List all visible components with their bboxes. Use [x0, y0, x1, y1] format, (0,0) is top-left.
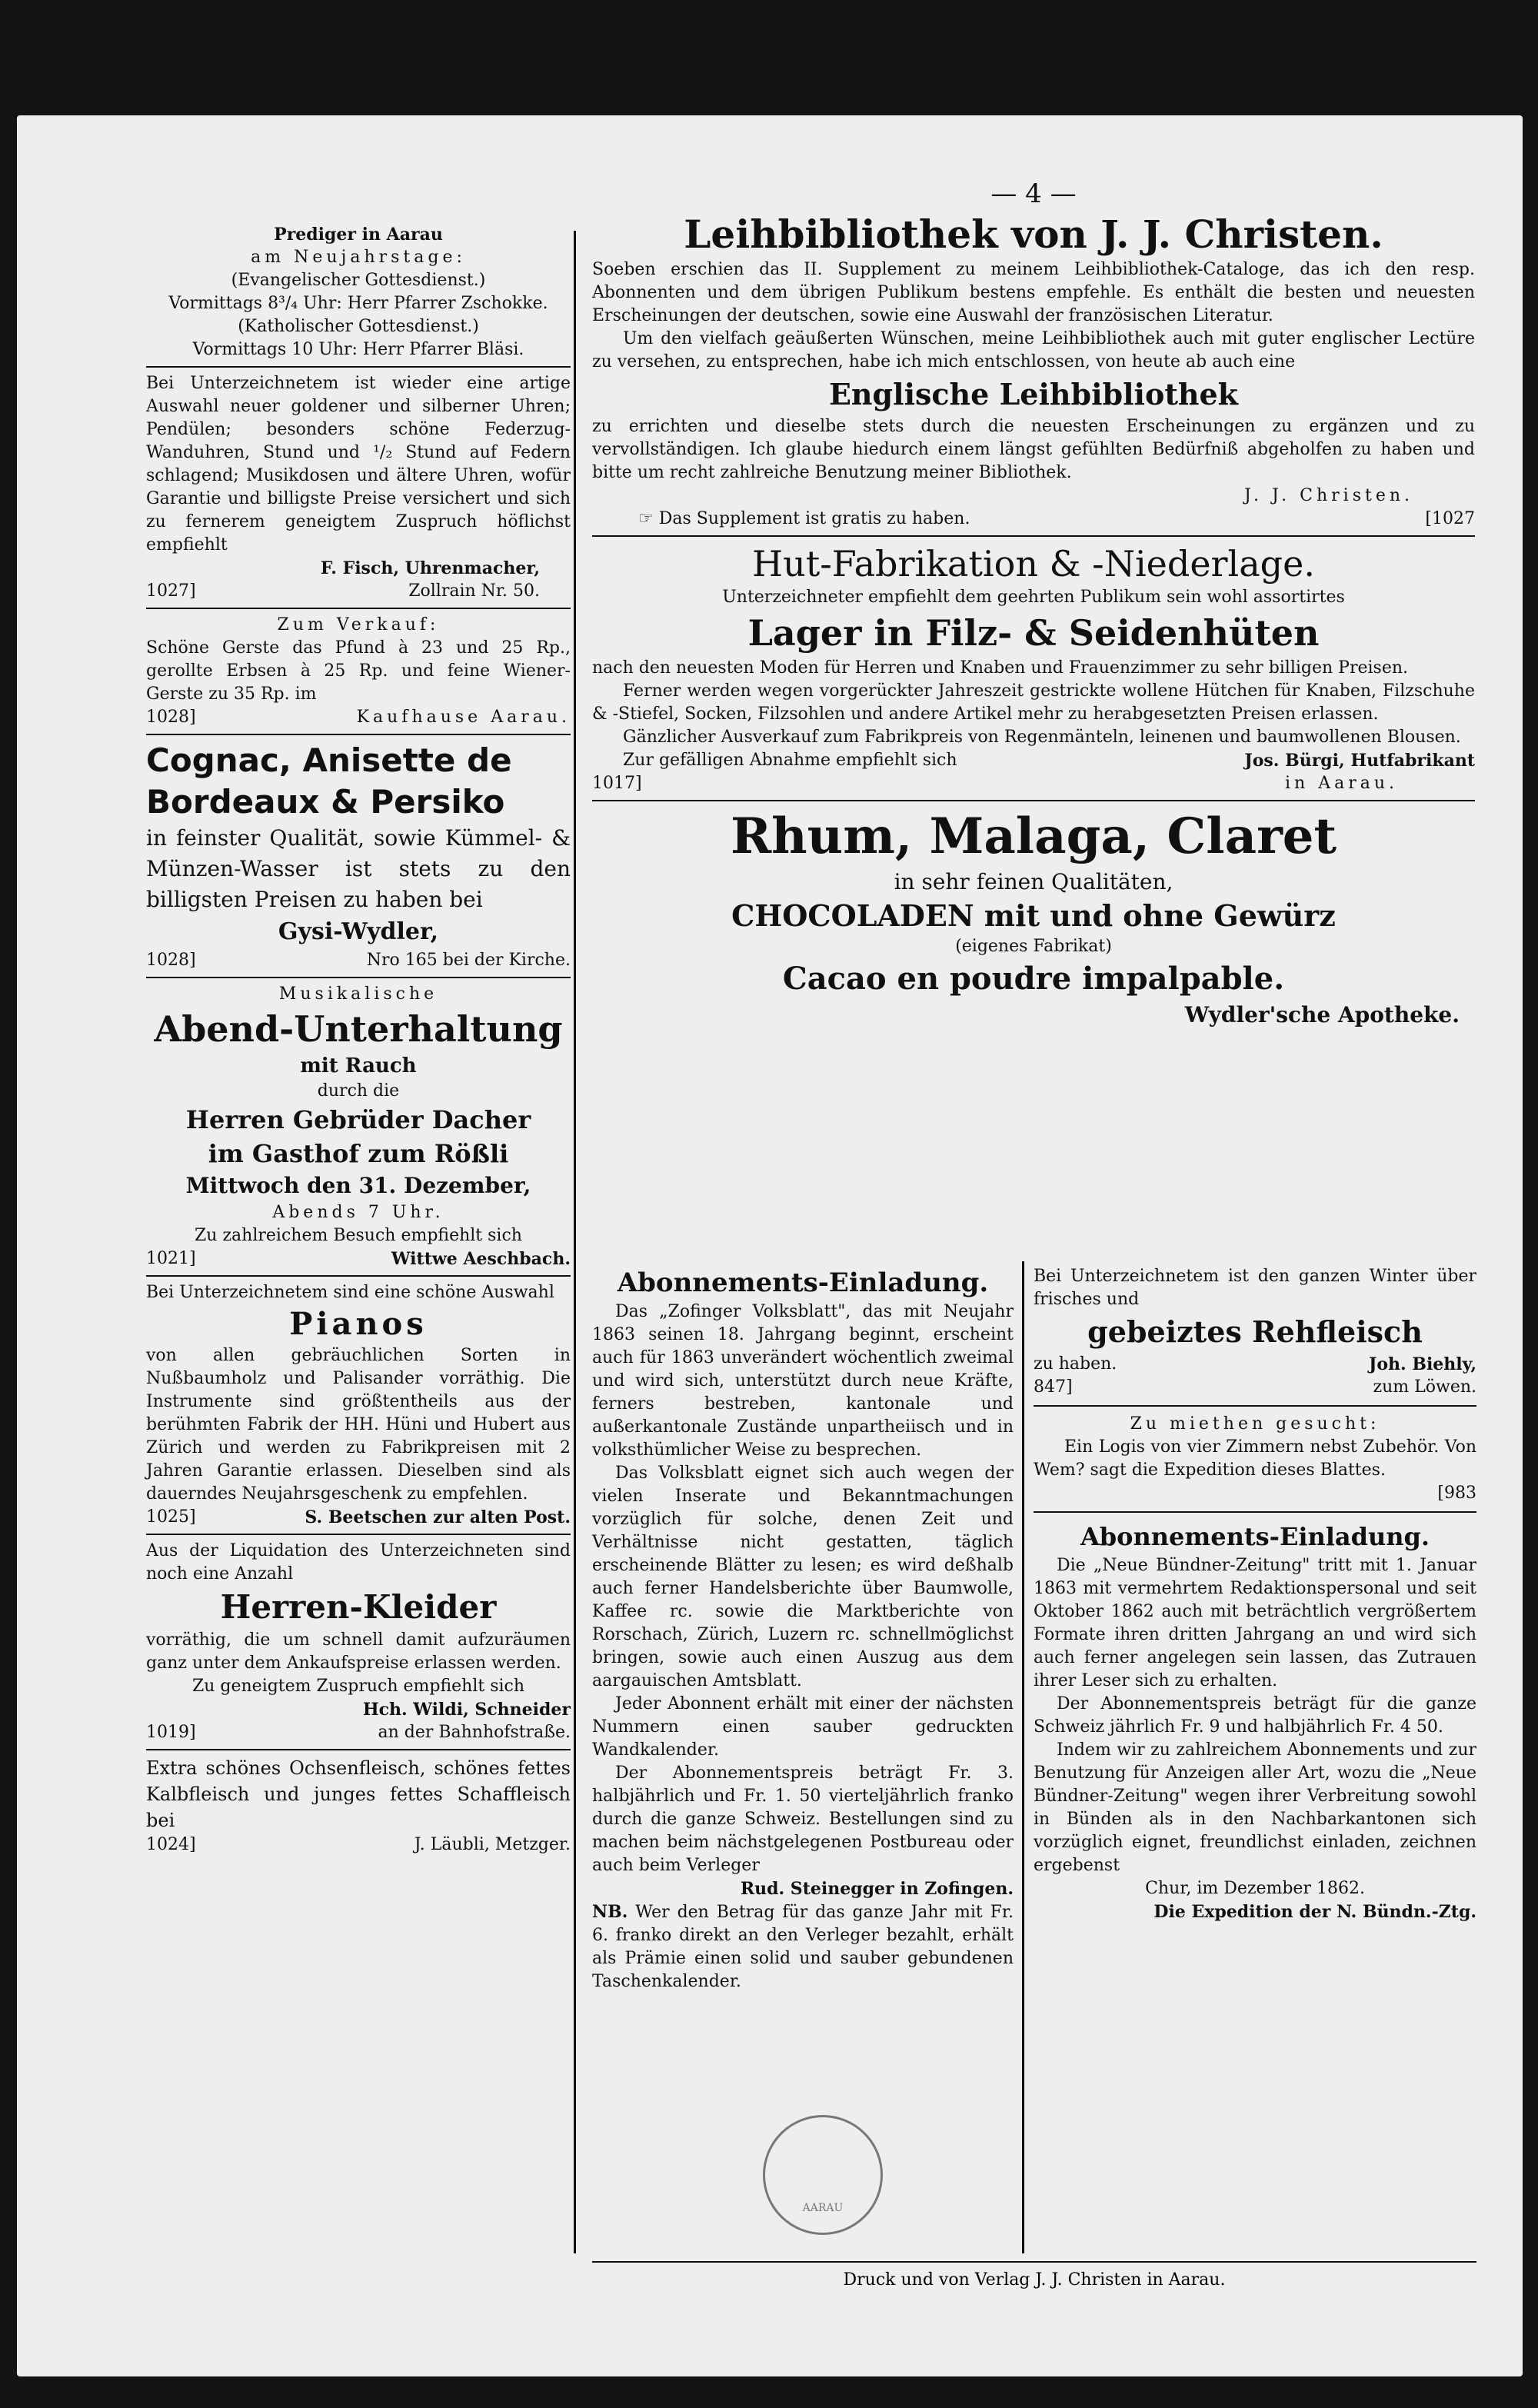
reh-foot2 [1034, 1376, 1476, 1399]
lower-right-column [1034, 1265, 1476, 1923]
kleider-addr: an der Bahnhofstraße. [378, 1723, 571, 1742]
pianos-ad [146, 1281, 571, 1529]
ref-number: 1017] [592, 774, 642, 793]
divider [146, 1534, 571, 1535]
zof-head: Abonnements-Einladung. [617, 1267, 989, 1298]
ref-number: 1024] [146, 1835, 196, 1854]
abend-sub: mit Rauch [300, 1054, 417, 1077]
abend-line: Zu zahlreichem Besuch empfiehlt sich [195, 1226, 522, 1245]
nb-label: NB. [592, 1902, 628, 1922]
rhum-line: CHOCOLADEN mit und ohne Gewürz [731, 898, 1336, 933]
leih-foot [592, 508, 1475, 531]
zof-p1: Das „Zofinger Volksblatt", das mit Neujahr 1863 seinen 18. Jahrgang beginnt, erscheint auch für 1863 unverändert wöchentlich zweimal und wird sich, unterstützt durch neue Kräfte, ferners bestreben, kantonale und außerkantonale Zustände unpartheiisch und in volksthümlicher Weise zu besprechen. [592, 1302, 1014, 1460]
divider [146, 366, 571, 368]
abend-line: Mittwoch den 31. Dezember, [185, 1173, 531, 1198]
reh-head: gebeiztes Rehfleisch [1087, 1314, 1423, 1349]
ref-number: 847] [1034, 1377, 1073, 1397]
kleider-ad [146, 1540, 571, 1744]
hut-p1: nach den neuesten Moden für Herren und Knaben und Frauenzimmer zu sehr billigen Preisen. [592, 658, 1409, 678]
zof-p3: Jeder Abonnent erhält mit einer der nächsten Nummern einen sauber gedruckten Wandkalender. [592, 1694, 1014, 1760]
reh-line: zu haben. [1034, 1354, 1117, 1374]
kleider-line: Zu geneigtem Zuspruch empfiehlt sich [191, 1677, 525, 1696]
buend-name: Die Expedition der N. Bündn.-Ztg. [1154, 1902, 1476, 1922]
verkauf-body: Schöne Gerste das Pfund à 23 und 25 Rp., gerollte Erbsen à 25 Rp. und feine Wiener-Gerste zu 35 Rp. im [146, 638, 571, 704]
abend-line: Herren Gebrüder Dacher [185, 1105, 531, 1134]
zofinger-column [592, 1265, 1014, 1993]
zof-name: Rud. Steinegger in Zofingen. [740, 1879, 1014, 1899]
ref-number: 1028] [146, 708, 196, 727]
leih-head: Leihbibliothek von J. J. Christen. [684, 211, 1383, 257]
miet-body: Ein Logis von vier Zimmern nebst Zubehör. Von Wem? sagt die Expedition dieses Blattes. [1034, 1437, 1476, 1480]
column-rule-main [574, 231, 576, 2253]
divider [146, 734, 571, 735]
prediger-title: Prediger in Aarau [274, 225, 443, 245]
divider [1034, 1405, 1476, 1407]
buend-p2: Der Abonnementspreis beträgt für die ganze Schweiz jährlich Fr. 9 und halbjährlich Fr. 4 50. [1034, 1694, 1476, 1737]
left-column [146, 223, 571, 1857]
divider [146, 1275, 571, 1277]
uhren-ad [146, 372, 571, 603]
fleisch-body: Extra schönes Ochsenfleisch, schönes fettes Kalbfleisch und junges fettes Schaffleisch bei [146, 1757, 571, 1831]
ref-number: 1027] [146, 581, 196, 601]
hut-p2: Ferner werden wegen vorgerückter Jahreszeit gestrickte wollene Hütchen für Knaben, Filzschuhe & -Stiefel, Socken, Filzsohlen und andere Artikel mehr zu herabgesetzten Preisen erlassen. [592, 681, 1475, 724]
kleider-head: Herren-Kleider [220, 1588, 497, 1626]
hut-line: Unterzeichneter empfiehlt dem geehrten Publikum sein wohl assortirtes [722, 588, 1345, 607]
hut-p4: Zur gefälligen Abnahme empfiehlt sich [623, 751, 957, 770]
stamp-text: AARAU [802, 2202, 844, 2214]
kleider-name: Hch. Wildi, Schneider [362, 1700, 571, 1720]
leih-p3: zu errichten und dieselbe stets durch die neuesten Erscheinungen zu ergänzen und zu vervollständigen. Ich glaube hiedurch einem längst gefühlten Bedürfniß abgeholfen zu haben und bitte um recht zahlreiche Benutzung meiner Bibliothek. [592, 417, 1475, 482]
cognac-ad [146, 740, 571, 972]
fleisch-foot [146, 1833, 571, 1857]
prediger-line: (Katholischer Gottesdienst.) [238, 317, 479, 336]
ref-number: 1019] [146, 1723, 196, 1742]
reh-ad [1034, 1265, 1476, 1399]
abend-foot [146, 1247, 571, 1271]
hut-ad [592, 541, 1475, 795]
abend-ad [146, 983, 571, 1271]
fleisch-ad [146, 1755, 571, 1857]
cognac-addr: Nro 165 bei der Kirche. [366, 951, 571, 970]
zof-p4: Der Abonnementspreis beträgt Fr. 3. halbjährlich und Fr. 1. 50 vierteljährlich franko durch die ganze Schweiz. Bestellungen sind zu machen beim nächstgelegenen Postbureau oder auch beim Verleger [592, 1764, 1014, 1875]
zof-p2: Das Volksblatt eignet sich auch wegen der vielen Inserate und Bekanntmachungen vorzüglich für solche, denen Zeit und Verhältnisse nicht gestatten, täglich erscheinende Blätter zu lesen; es wird deßhalb auch ferner Handelsberichte über Baumwolle, Kaffee rc. sowie die Marktberichte von Rorschach, Zürich, Luzern rc. schnellmöglichst bringen, sowie auch einen Auszug aus dem aargauischen Amtsblatt. [592, 1464, 1014, 1690]
pianos-name: S. Beetschen zur alten Post. [305, 1507, 571, 1527]
abend-line: im Gasthof zum Rößli [208, 1139, 509, 1168]
column-rule-lower [1022, 1261, 1024, 2253]
abend-line: durch die [317, 1081, 400, 1101]
verkauf-ad [146, 614, 571, 729]
right-top-column [592, 177, 1475, 1031]
buend-p1: Die „Neue Bündner-Zeitung" tritt mit 1. Januar 1863 mit vermehrtem Redaktionspersonal und seit Oktober 1862 auch mit beträchtlich vergrößertem Formate ihren dritten Jahrgang an und wird sich auch ferner angelegen sein lassen, das Zutrauen ihrer Leser sich zu erhalten. [1034, 1556, 1476, 1690]
reh-addr: zum Löwen. [1373, 1377, 1476, 1397]
rhum-ad [592, 806, 1475, 1031]
buend-p3: Indem wir zu zahlreichem Abonnements und zur Benutzung für Anzeigen aller Art, wozu die „Neue Bündner-Zeitung" wegen ihrer Verbreitung sowohl in Bünden als in den Nachbarkantonen sich vorzüglich eignet, freundlichst einladen, zeichnen ergebenst [1034, 1740, 1476, 1875]
divider [146, 977, 571, 978]
leih-sub: Englische Leihbibliothek [828, 377, 1239, 411]
pianos-head: Pianos [289, 1306, 428, 1342]
footer-rule [592, 2261, 1476, 2263]
uhren-body: Bei Unterzeichnetem ist wieder eine artige Auswahl neuer goldener und silberner Uhren; Pendülen; besonders schöne Federzug-Wanduhren, Stund und ¹/₂ Stund auf Federn schlagend; Musikdosen und ältere Uhren, wofür Garantie und billigste Preise versichert und sich zu fernerem geneigtem Zuspruch höflichst empfiehlt [146, 374, 571, 555]
leih-p2: Um den vielfach geäußerten Wünschen, meine Leihbibliothek auch mit guter englischer Lectüre zu versehen, zu entsprechen, habe ich mich entschlossen, von heute ab auch eine [592, 329, 1475, 371]
newspaper-page [17, 115, 1523, 2376]
reh-foot [1034, 1353, 1476, 1376]
hut-addr: in Aarau. [1285, 774, 1398, 793]
verkauf-addr: Kaufhause Aarau. [356, 708, 571, 727]
rhum-head: Rhum, Malaga, Claret [730, 808, 1337, 865]
page-number: — 4 — [990, 178, 1077, 209]
reh-line: Bei Unterzeichnetem ist den ganzen Winter über frisches und [1034, 1267, 1476, 1309]
ref-number: 1025] [146, 1507, 196, 1527]
verkauf-foot [146, 706, 571, 729]
pianos-foot [146, 1506, 571, 1529]
rhum-name: Wydler'sche Apotheke. [1184, 1002, 1460, 1027]
buendner-ad [1034, 1519, 1476, 1923]
zof-nb [592, 1900, 1014, 1993]
prediger-line: (Evangelischer Gottesdienst.) [231, 271, 486, 290]
abend-line: Abends 7 Uhr. [272, 1203, 444, 1222]
library-stamp [763, 2115, 883, 2235]
hut-p3: Gänzlicher Ausverkauf zum Fabrikpreis von Regenmänteln, leinenen und baumwollenen Blousen. [623, 728, 1461, 747]
rhum-line: in sehr feinen Qualitäten, [894, 869, 1173, 894]
ref-number: [1027 [1425, 509, 1475, 528]
kleider-intro: Aus der Liquidation des Unterzeichneten sind noch eine Anzahl [146, 1541, 571, 1584]
divider [146, 608, 571, 609]
rhum-line: Cacao en poudre impalpable. [782, 961, 1285, 997]
leihbibliothek-ad [592, 211, 1475, 531]
buend-date: Chur, im Dezember 1862. [1145, 1879, 1365, 1898]
leih-p1: Soeben erschien das II. Supplement zu meinem Leihbibliothek-Cataloge, das ich den resp. Abonnenten und dem übrigen Publikum bestens empfehle. Es enthält die besten und neuesten Erscheinungen der deutschen, sowie eine Auswahl der französischen Literatur. [592, 260, 1475, 325]
cognac-head: Bordeaux & Persiko [146, 783, 505, 821]
ref-number: [983 [1437, 1484, 1476, 1503]
divider [1034, 1511, 1476, 1513]
uhren-name: F. Fisch, Uhrenmacher, [320, 558, 540, 578]
prediger-line: Vormittags 8³/₄ Uhr: Herr Pfarrer Zschokke. [168, 294, 548, 313]
leih-note: ☞ Das Supplement ist gratis zu haben. [638, 509, 970, 528]
uhren-addr: Zollrain Nr. 50. [408, 581, 540, 601]
nb-text: Wer den Betrag für das ganze Jahr mit Fr. 6. franko direkt an den Verleger bezahlt, erhält als Prämie einen solid und sauber gebundenen Taschenkalender. [592, 1903, 1014, 1991]
leih-sign: J. J. Christen. [1243, 486, 1413, 505]
ref-number: 1021] [146, 1249, 196, 1268]
cognac-head: Cognac, Anisette de [146, 741, 512, 779]
kleider-body: vorräthig, die um schnell damit aufzuräumen ganz unter dem Ankaufspreise erlassen werden. [146, 1630, 571, 1673]
hut-head: Hut-Fabrikation & -Niederlage. [752, 543, 1315, 585]
hut-foot [592, 749, 1475, 772]
prediger-notice [146, 223, 571, 361]
miet-ad [1034, 1413, 1476, 1505]
miet-head: Zu miethen gesucht: [1130, 1414, 1380, 1434]
hut-name: Jos. Bürgi, Hutfabrikant [1244, 751, 1475, 771]
buend-head: Abonnements-Einladung. [1080, 1522, 1430, 1551]
divider [146, 1749, 571, 1750]
divider [592, 800, 1475, 801]
hut-foot2 [592, 772, 1475, 795]
cognac-body: in feinster Qualität, sowie Kümmel- & Münzen-Wasser ist stets zu den billigsten Preisen zu haben bei [146, 825, 571, 912]
reh-name: Joh. Biehly, [1368, 1354, 1476, 1374]
ref-number: 1028] [146, 951, 196, 970]
kleider-foot [146, 1721, 571, 1744]
uhren-foot [146, 580, 571, 603]
verkauf-title: Zum Verkauf: [277, 615, 440, 634]
cognac-foot [146, 949, 571, 972]
abend-head: Abend-Unterhaltung [154, 1008, 563, 1050]
abend-name: Wittwe Aeschbach. [391, 1249, 571, 1269]
rhum-line: (eigenes Fabrikat) [955, 937, 1112, 956]
prediger-line: Vormittags 10 Uhr: Herr Pfarrer Bläsi. [192, 340, 524, 359]
cognac-name: Gysi-Wydler, [278, 918, 439, 945]
pianos-intro: Bei Unterzeichnetem sind eine schöne Auswahl [146, 1283, 554, 1302]
imprint-footer: Druck und von Verlag J. J. Christen in Aarau. [843, 2270, 1226, 2290]
pianos-body: von allen gebräuchlichen Sorten in Nußbaumholz und Palisander vorräthig. Die Instrumente sind größtentheils aus der berühmten Fabrik der HH. Hüni und Hubert aus Zürich und werden zu Fabrikpreisen mit 2 Jahren Garantie erlassen. Dieselben sind als dauerndes Neujahrsgeschenk zu empfehlen. [146, 1346, 571, 1504]
divider [592, 535, 1475, 537]
prediger-sub: am Neujahrstage: [251, 248, 466, 267]
hut-sub: Lager in Filz- & Seidenhüten [747, 612, 1320, 654]
abend-pre: Musikalische [278, 984, 438, 1004]
fleisch-name: J. Läubli, Metzger. [414, 1835, 571, 1854]
